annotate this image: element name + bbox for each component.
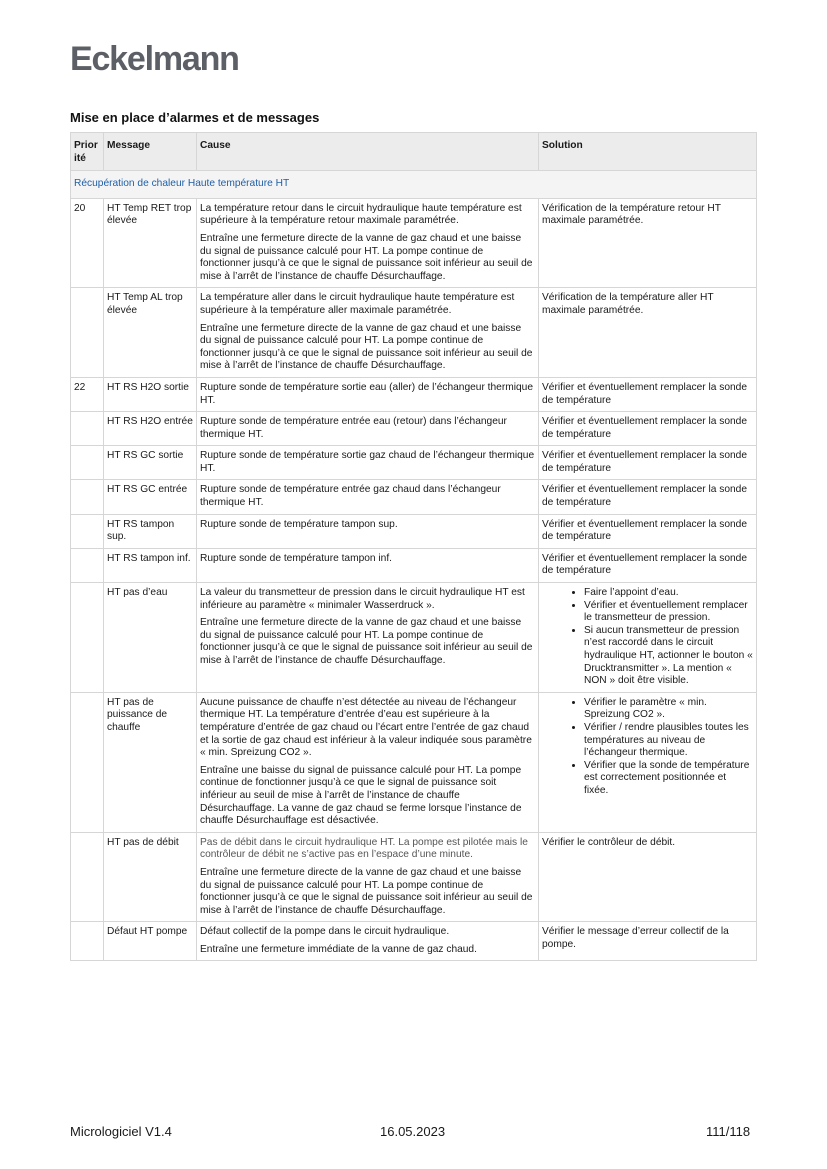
priority-cell — [71, 583, 104, 693]
priority-cell: 20 — [71, 198, 104, 288]
table-header-row — [71, 133, 757, 171]
priority-cell — [71, 692, 104, 832]
solution-cell: Vérifier et éventuellement remplacer la sonde de température — [539, 412, 757, 446]
priority-cell — [71, 548, 104, 582]
table-row — [71, 198, 757, 288]
group-label: Récupération de chaleur Haute température HT — [71, 171, 757, 199]
message-cell: HT RS GC entrée — [104, 480, 197, 514]
solution-cell: Vérifier et éventuellement remplacer la sonde de température — [539, 480, 757, 514]
list-item: • Vérifier que la sonde de température est correctement positionnée et fixée. — [584, 760, 753, 798]
solution-list — [542, 587, 753, 688]
list-item: • Vérifier et éventuellement remplacer le transmetteur de pression. — [584, 600, 753, 625]
cause-cell: La température retour dans le circuit hydraulique haute température est supérieure à la température retour maximale paramétrée. Entraîne une fermeture directe de la vanne de gaz chaud et une baisse du signal de puissance calculé pour HT. La pompe continue de fonctionner jusqu’à ce que le signal de puissance soit inférieur au seuil de mise à l’arrêt de l’instance de chauffe Désurchauffage. — [197, 198, 539, 288]
header-cause: Cause — [197, 133, 539, 171]
priority-cell — [71, 832, 104, 922]
message-cell: HT pas de puissance de chauffe — [104, 692, 197, 832]
solution-cell: Vérifier le message d’erreur collectif de la pompe. — [539, 922, 757, 961]
table-row — [71, 548, 757, 582]
priority-cell — [71, 288, 104, 378]
priority-cell — [71, 922, 104, 961]
solution-cell: Vérifier et éventuellement remplacer la sonde de température — [539, 377, 757, 411]
message-cell: HT Temp AL trop élevée — [104, 288, 197, 378]
priority-cell — [71, 412, 104, 446]
cause-cell: La valeur du transmetteur de pression dans le circuit hydraulique HT est inférieure au paramètre « minimaler Wasserdruck ». Entraîne une fermeture directe de la vanne de gaz chaud et une baisse du signal de puissance calculé pour HT. La pompe continue de fonctionner jusqu’à ce que le signal de puissance soit inférieur au seuil de mise à l’arrêt de l’instance de chauffe Désurchauffage. — [197, 583, 539, 693]
message-cell: HT RS tampon inf. — [104, 548, 197, 582]
footer-page-number: 111/118 — [706, 1124, 751, 1139]
cause-cell: Défaut collectif de la pompe dans le circuit hydraulique. Entraîne une fermeture immédiate de la vanne de gaz chaud. — [197, 922, 539, 961]
message-cell: HT RS tampon sup. — [104, 514, 197, 548]
table-row — [71, 288, 757, 378]
list-item: • Faire l’appoint d’eau. — [584, 587, 753, 600]
header-message: Message — [104, 133, 197, 171]
table-row — [71, 692, 757, 832]
message-cell: HT Temp RET trop élevée — [104, 198, 197, 288]
priority-cell — [71, 514, 104, 548]
header-priority: Prior ité — [71, 133, 104, 171]
message-cell: Défaut HT pompe — [104, 922, 197, 961]
table-row — [71, 514, 757, 548]
cause-cell: Aucune puissance de chauffe n’est détectée au niveau de l’échangeur thermique HT. La température d’entrée d’eau est supérieure à la température d’entrée de gaz chaud ou l’écart entre l’entrée de gaz chaud et la sortie de gaz chaud est inférieur à la valeur indiquée sous paramètre « min. Spreizung CO2 ». Entraîne une baisse du signal de puissance calculé pour HT. La pompe continue de fonctionner jusqu’à ce que le signal de puissance soit inférieur au seuil de mise à l’arrêt de l’instance de chauffe Désurchauffage. La vanne de gaz chaud se ferme lorsque l’instance de chauffe Désurchauffage est désactivée. — [197, 692, 539, 832]
cause-cell: Rupture sonde de température entrée gaz chaud dans l’échangeur thermique HT. — [197, 480, 539, 514]
solution-cell: Vérifier et éventuellement remplacer la sonde de température — [539, 446, 757, 480]
message-cell: HT pas de débit — [104, 832, 197, 922]
list-item: • Vérifier le paramètre « min. Spreizung CO2 ». — [584, 697, 753, 722]
footer-date: 16.05.2023 — [380, 1124, 446, 1139]
solution-cell: Vérifier et éventuellement remplacer la sonde de température — [539, 514, 757, 548]
header-solution: Solution — [539, 133, 757, 171]
solution-cell — [539, 692, 757, 832]
cause-cell: Rupture sonde de température entrée eau (retour) dans l’échangeur thermique HT. — [197, 412, 539, 446]
cause-cell: Rupture sonde de température sortie eau (aller) de l’échangeur thermique HT. — [197, 377, 539, 411]
solution-cell: Vérification de la température retour HT maximale paramétrée. — [539, 198, 757, 288]
message-cell: HT RS H2O sortie — [104, 377, 197, 411]
solution-cell — [539, 583, 757, 693]
list-item: • Vérifier / rendre plausibles toutes les températures au niveau de l’échangeur thermique. — [584, 722, 753, 760]
list-item: • Si aucun transmetteur de pression n’est raccordé dans le circuit hydraulique HT, actionner le bouton « Drucktransmitter ». La mention « NON » doit être visible. — [584, 625, 753, 688]
cause-cell: Pas de débit dans le circuit hydraulique HT. La pompe est pilotée mais le contrôleur de débit ne s’active pas en l’espace d’une minute. Entraîne une fermeture directe de la vanne de gaz chaud et une baisse du signal de puissance calculé pour HT. La pompe continue de fonctionner jusqu’à ce que le signal de puissance soit inférieur au seuil de mise à l’arrêt de l’instance de chauffe Désurchauffage. — [197, 832, 539, 922]
cause-cell: Rupture sonde de température tampon inf. — [197, 548, 539, 582]
priority-cell — [71, 446, 104, 480]
priority-cell — [71, 480, 104, 514]
solution-cell: Vérifier le contrôleur de débit. — [539, 832, 757, 922]
table-row — [71, 480, 757, 514]
solution-list — [542, 697, 753, 798]
solution-cell: Vérifier et éventuellement remplacer la sonde de température — [539, 548, 757, 582]
table-row — [71, 377, 757, 411]
cause-cell: Rupture sonde de température sortie gaz chaud de l’échangeur thermique HT. — [197, 446, 539, 480]
table-row — [71, 832, 757, 922]
group-row — [71, 171, 757, 199]
table-row — [71, 412, 757, 446]
table-row — [71, 583, 757, 693]
solution-cell: Vérification de la température aller HT maximale paramétrée. — [539, 288, 757, 378]
cause-cell: La température aller dans le circuit hydraulique haute température est supérieure à la température aller maximale paramétrée. Entraîne une fermeture directe de la vanne de gaz chaud et une baisse du signal de puissance calculé pour HT. La pompe continue de fonctionner jusqu’à ce que le signal de puissance soit inférieur au seuil de mise à l’arrêt de l’instance de chauffe Désurchauffage. — [197, 288, 539, 378]
message-cell: HT RS GC sortie — [104, 446, 197, 480]
eckelmann-logo: Eckelmann — [70, 40, 239, 78]
alarms-table — [70, 132, 757, 961]
table-row — [71, 922, 757, 961]
footer-firmware: Micrologiciel V1.4 — [70, 1124, 172, 1139]
message-cell: HT pas d’eau — [104, 583, 197, 693]
priority-cell: 22 — [71, 377, 104, 411]
section-title: Mise en place d’alarmes et de messages — [70, 110, 320, 125]
table-row — [71, 446, 757, 480]
message-cell: HT RS H2O entrée — [104, 412, 197, 446]
cause-cell: Rupture sonde de température tampon sup. — [197, 514, 539, 548]
